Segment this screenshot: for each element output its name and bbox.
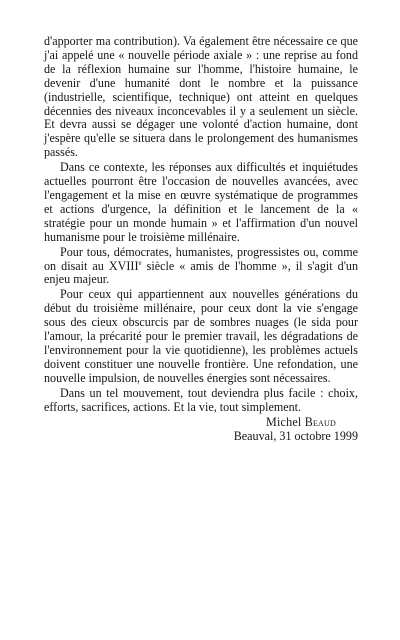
paragraph-democrats xyxy=(44,246,358,288)
paragraph-new-generations: Pour ceux qui appartiennent aux nouvelles générations du début du troisième millénaire, pour ceux dont la vie s'engage sous des cieux obscurcis par de sombres nuages (le sida pour l'amour, la précarité pour le premier travail, les dégradations de l'environnement pour la vie quotidienne), les problèmes actuels doivent constituer une nouvelle frontière. Une refondation, une nouvelle impulsion, de nouvelles énergies sont nécessaires. xyxy=(44,287,358,385)
century-numeral: XVIII xyxy=(108,258,139,273)
paragraph-context: Dans ce contexte, les réponses aux difficultés et inquiétudes actuelles pourront être l'occasion de nouvelles avancées, avec l'engagement et la mise en œuvre systématique de programmes et actions d'urgence, la définition et le lancement de la « stratégie pour un monde humain » et l'affirmation d'un nouvel humanisme pour le troisième millénaire. xyxy=(44,160,358,244)
paragraph-democrats-end: siècle « amis de l'homme », il s'agit d'un enjeu majeur. xyxy=(44,258,358,287)
book-page-text xyxy=(44,35,358,444)
paragraph-contribution: d'apporter ma contribution). Va également être nécessaire ce que j'ai appelé une « nouvelle période axiale » : une reprise au fond de la réflexion humaine sur l'homme, l'histoire humaine, le devenir d'une humanité dont le nombre et la puissance (industrielle, scientifique, technique) ont atteint en quelques décennies des niveaux inconcevables il y a seulement un siècle. Et devra aussi se dégager une volonté d'action humaine, dont j'espère qu'elle se situera dans le prolongement des humanismes passés. xyxy=(44,34,358,160)
century-suffix: e xyxy=(138,258,142,267)
paragraph-movement: Dans un tel mouvement, tout deviendra plus facile : choix, efforts, sacrifices, actions. Et la vie, tout simplement. xyxy=(44,385,358,414)
author-last-name: Beaud xyxy=(304,415,336,430)
paragraph-democrats-start: Pour tous, démocrates, humanistes, progressistes ou, comme on disait au xyxy=(44,244,358,273)
author-first-name: Michel xyxy=(266,415,302,430)
signature-block xyxy=(44,416,358,444)
author-name xyxy=(44,416,358,430)
place-date: Beauval, 31 octobre 1999 xyxy=(233,429,358,444)
